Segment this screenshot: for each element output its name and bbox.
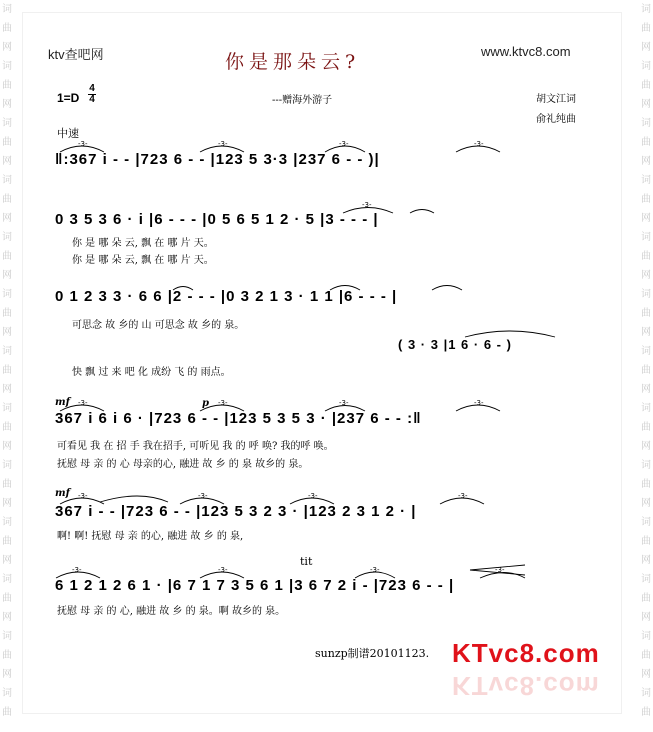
watermark-char: 网 xyxy=(641,498,651,509)
watermark-char: 网 xyxy=(2,42,12,53)
watermark-char: 词 xyxy=(641,118,651,129)
watermark-char: 词 xyxy=(2,517,12,528)
watermark-char: 词 xyxy=(2,631,12,642)
watermark-char: 词 xyxy=(2,118,12,129)
watermark-char: 网 xyxy=(641,441,651,452)
key-signature: 1=D xyxy=(57,91,80,105)
notation-row-2: 0 3 5 3 6 · i |6 - - - |0 5 6 5 1 2 · 5 |3 - - - | xyxy=(55,211,379,228)
watermark-char: 曲 xyxy=(641,650,651,661)
watermark-char: 曲 xyxy=(2,707,12,718)
svg-text:-3-: -3- xyxy=(78,399,88,407)
watermark-char: 词 xyxy=(641,460,651,471)
svg-text:-3-: -3- xyxy=(339,399,349,407)
lyric-row-6: 抚慰 母 亲 的 心, 融进 故 乡 的 泉。啊 故乡的 泉。 xyxy=(57,606,286,617)
watermark-char: 曲 xyxy=(641,251,651,262)
svg-text:-3-: -3- xyxy=(474,399,484,407)
watermark-char: 曲 xyxy=(641,593,651,604)
watermark-char: 网 xyxy=(2,441,12,452)
watermark-char: 词 xyxy=(2,346,12,357)
watermark-char: 网 xyxy=(641,99,651,110)
lyricist: 胡文江词 xyxy=(536,94,576,105)
watermark-char: 词 xyxy=(641,631,651,642)
watermark-char: 曲 xyxy=(2,194,12,205)
watermark-char: 曲 xyxy=(2,308,12,319)
svg-text:-3-: -3- xyxy=(339,140,349,148)
watermark-char: 网 xyxy=(2,384,12,395)
watermark-char: 网 xyxy=(641,327,651,338)
watermark-char: 曲 xyxy=(2,593,12,604)
watermark-char: 词 xyxy=(641,232,651,243)
watermark-char: 网 xyxy=(641,669,651,680)
watermark-char: 词 xyxy=(641,403,651,414)
dynamic-mf-row-4: mf xyxy=(55,397,70,408)
watermark-char: 词 xyxy=(641,61,651,72)
time-bottom: 4 xyxy=(89,94,95,105)
ktvc8-logo: KTvc8.com xyxy=(452,638,600,668)
dynamic-mf-row-5: mf xyxy=(55,488,70,499)
watermark-char: 曲 xyxy=(641,707,651,718)
watermark-char: 网 xyxy=(2,213,12,224)
watermark-char: 词 xyxy=(2,289,12,300)
watermark-char: 曲 xyxy=(2,536,12,547)
watermark-char: 词 xyxy=(2,688,12,699)
watermark-char: 曲 xyxy=(2,422,12,433)
watermark-char: 曲 xyxy=(2,137,12,148)
right-watermark-strip xyxy=(639,0,653,732)
svg-text:-3-: -3- xyxy=(458,492,468,500)
ktvc8-logo-reflection: KTvc8.com xyxy=(452,671,600,701)
tie-marking: tit xyxy=(300,555,313,568)
lyric-row-2b: 你 是 哪 朵 云, 飘 在 哪 片 天。 xyxy=(72,255,214,266)
watermark-char: 词 xyxy=(641,517,651,528)
watermark-char: 曲 xyxy=(641,80,651,91)
watermark-char: 网 xyxy=(641,213,651,224)
notation-row-5: 367 i - - |723 6 - - |123 5 3 2 3 · |123 2 3 1 2 · | xyxy=(55,503,417,520)
watermark-char: 曲 xyxy=(2,80,12,91)
watermark-char: 网 xyxy=(2,327,12,338)
watermark-char: 曲 xyxy=(2,251,12,262)
svg-text:-3-: -3- xyxy=(78,492,88,500)
watermark-char: 词 xyxy=(641,346,651,357)
watermark-char: 网 xyxy=(2,270,12,281)
watermark-char: 网 xyxy=(641,555,651,566)
watermark-char: 词 xyxy=(2,175,12,186)
watermark-char: 网 xyxy=(2,99,12,110)
svg-text:-3-: -3- xyxy=(495,566,505,574)
watermark-char: 词 xyxy=(2,460,12,471)
watermark-char: 曲 xyxy=(641,365,651,376)
watermark-char: 网 xyxy=(2,555,12,566)
watermark-char: 网 xyxy=(641,612,651,623)
watermark-char: 曲 xyxy=(641,422,651,433)
lyric-row-4b: 抚慰 母 亲 的 心 母亲的心, 融进 故 乡 的 泉 故乡的 泉。 xyxy=(57,459,309,470)
svg-text:-3-: -3- xyxy=(362,201,372,209)
svg-text:-3-: -3- xyxy=(218,399,228,407)
watermark-char: 曲 xyxy=(641,308,651,319)
svg-text:-3-: -3- xyxy=(198,492,208,500)
watermark-char: 词 xyxy=(2,4,12,15)
watermark-char: 网 xyxy=(2,612,12,623)
tempo-marking: 中速 xyxy=(57,127,79,140)
lyric-row-4a: 可看见 我 在 招 手 我在招手, 可听见 我 的 呼 唤? 我的呼 唤。 xyxy=(57,441,334,452)
dynamic-p-row-4: p xyxy=(202,398,209,409)
lyric-row-5: 啊! 啊! 抚慰 母 亲 的心, 融进 故 乡 的 泉, xyxy=(57,531,244,542)
watermark-char: 词 xyxy=(2,403,12,414)
watermark-char: 词 xyxy=(641,574,651,585)
svg-text:-3-: -3- xyxy=(370,566,380,574)
time-top: 4 xyxy=(89,83,95,94)
song-title: 你是那朵云? xyxy=(225,51,361,73)
watermark-char: 网 xyxy=(641,270,651,281)
watermark-char: 曲 xyxy=(641,479,651,490)
svg-text:-3-: -3- xyxy=(308,492,318,500)
svg-text:-3-: -3- xyxy=(218,140,228,148)
watermark-char: 网 xyxy=(2,156,12,167)
time-signature xyxy=(88,84,96,105)
watermark-char: 曲 xyxy=(2,23,12,34)
lyric-row-3-extra: 快 飘 过 来 吧 化 成纷 飞 的 雨点。 xyxy=(72,367,231,378)
watermark-char: 曲 xyxy=(641,536,651,547)
watermark-char: 曲 xyxy=(2,650,12,661)
watermark-char: 网 xyxy=(641,384,651,395)
watermark-char: 词 xyxy=(641,289,651,300)
subtitle: ---赠海外游子 xyxy=(272,95,333,106)
watermark-char: 网 xyxy=(2,498,12,509)
watermark-char: 网 xyxy=(641,42,651,53)
watermark-char: 网 xyxy=(2,669,12,680)
left-watermark-strip xyxy=(0,0,14,732)
watermark-char: 曲 xyxy=(641,23,651,34)
watermark-char: 词 xyxy=(641,175,651,186)
site-name: ktv查吧网 xyxy=(48,47,104,62)
notation-row-6: 6 1 2 1 2 6 1 · |6 7 1 7 3 5 6 1 |3 6 7 2 i - |723 6 - - | xyxy=(55,577,455,594)
site-url[interactable]: www.ktvc8.com xyxy=(481,44,571,59)
watermark-char: 词 xyxy=(641,4,651,15)
watermark-char: 词 xyxy=(2,574,12,585)
transcriber-credit: sunzp制谱20101123. xyxy=(315,647,430,660)
watermark-char: 曲 xyxy=(641,194,651,205)
lyric-row-2a: 你 是 哪 朵 云, 飘 在 哪 片 天。 xyxy=(72,238,214,249)
composer: 俞礼纯曲 xyxy=(536,114,576,125)
svg-text:-3-: -3- xyxy=(218,566,228,574)
watermark-char: 词 xyxy=(2,61,12,72)
notation-row-3-extra: ( 3 · 3 |1 6 · 6 - ) xyxy=(398,337,512,352)
svg-text:-3-: -3- xyxy=(78,140,88,148)
svg-text:-3-: -3- xyxy=(474,140,484,148)
notation-row-3: 0 1 2 3 3 · 6 6 |2 - - - |0 3 2 1 3 · 1 1 |6 - - - | xyxy=(55,288,398,305)
lyric-row-3: 可思念 故 乡的 山 可思念 故 乡的 泉。 xyxy=(72,320,245,331)
watermark-char: 曲 xyxy=(2,365,12,376)
watermark-char: 词 xyxy=(641,688,651,699)
svg-text:-3-: -3- xyxy=(72,566,82,574)
watermark-char: 曲 xyxy=(2,479,12,490)
notation-row-1: ‖:367 i - - |723 6 - - |123 5 3·3 |237 6 - - )| xyxy=(55,151,380,168)
notation-row-4: 367 i 6 i 6 · |723 6 - - |123 5 3 5 3 · |237 6 - - :‖ xyxy=(55,410,422,427)
watermark-char: 词 xyxy=(2,232,12,243)
watermark-char: 曲 xyxy=(641,137,651,148)
watermark-char: 网 xyxy=(641,156,651,167)
